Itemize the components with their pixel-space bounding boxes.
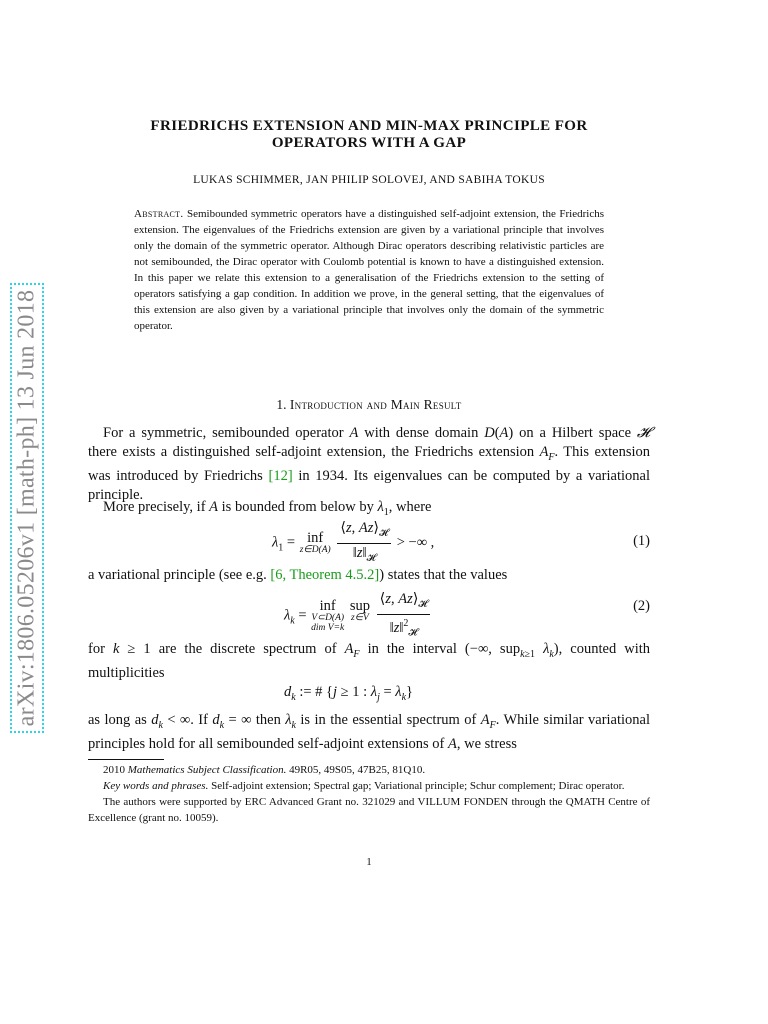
footnote-msc [88, 762, 650, 778]
abstract-text: Semibounded symmetric operators have a distinguished self-adjoint extension, the Friedrichs extension. The eigenvalues of the Friedrichs extension are given by a variational principle that involves only the domain of the symmetric operator. Although Dirac operators describing relativistic particles are not semibounded, the Dirac operator with Coulomb potential is known to have a distinguished extension. In this paper we relate this extension to a generalisation of the Friedrichs extension to the setting of operators satisfying a gap condition. In addition we prove, in the general setting, that the eigenvalues of this extension are also given by a variational principle that involves only the domain of the symmetric operator. [134, 208, 605, 332]
title-line-2: OPERATORS WITH A GAP [271, 135, 467, 151]
equation-3: $d_k$ := # {j ≥ 1 : $\lambda_j = \lambda_k$} [284, 684, 413, 703]
body-text: with dense domain [364, 425, 479, 441]
citation-link-12[interactable]: [12] [268, 467, 293, 484]
body-text: are the discrete spectrum of [158, 641, 337, 657]
intro-paragraph-3 [88, 566, 650, 585]
paper-title [88, 118, 650, 152]
footnote-funding: The authors were supported by ERC Advanced Grant no. 321029 and VILLUM FONDEN through the QMATH Centre of Excellence (grant no. 10059). [88, 796, 650, 824]
keywords-text: Self-adjoint extension; Spectral gap; Variational principle; Schur complement; Dirac operator. [211, 780, 625, 792]
section-title-text: Introduction and Main Result [289, 397, 462, 412]
abstract-heading: Abstract. [134, 208, 184, 220]
equation-2: $\lambda_k$ = inf V⊂D(A) dim V=k sup z∈V $\frac{⟨z, Az⟩_𝓗}{‖z‖^2_𝓗}$ [284, 590, 432, 643]
body-text: . If [190, 712, 208, 728]
arxiv-stamp[interactable] [10, 283, 44, 733]
body-text: , counted with multiplicities [88, 641, 650, 681]
body-text: . This extension was introduced by Friedrichs [88, 444, 651, 484]
author-list: LUKAS SCHIMMER, JAN PHILIP SOLOVEJ, AND SABIHA TOKUS [193, 174, 545, 186]
body-text: is bounded from below by [221, 499, 374, 515]
body-text: in the interval [367, 641, 457, 657]
body-text: . While similar variational principles hold for all semibounded self-adjoint extensions of [88, 712, 651, 752]
body-text: as long as [88, 712, 147, 728]
body-text: a variational principle (see e.g. [88, 567, 267, 583]
body-text: ) states that the values [379, 567, 508, 583]
abstract [134, 206, 604, 334]
title-line-1: FRIEDRICHS EXTENSION AND MIN-MAX PRINCIPLE FOR [150, 118, 588, 134]
footnote-rule [88, 759, 164, 760]
section-number: 1. [276, 397, 287, 412]
intro-paragraph-4: for k ≥ 1 are the discrete spectrum of $A_F$ in the interval (−∞, sup$_{k\ge 1}$ $\lambda_k$), counted with multiplicities [88, 641, 650, 681]
arxiv-identifier[interactable]: arXiv:1806.05206v1 [math-ph] 13 Jun 2018 [13, 289, 40, 727]
body-text: for [88, 641, 105, 657]
footnote-keywords [88, 778, 650, 794]
equation-number-2: (2) [633, 598, 650, 614]
section-heading [88, 397, 650, 413]
body-text: on a Hilbert space [519, 425, 632, 441]
page-number: 1 [366, 856, 372, 868]
msc-year: 2010 [103, 764, 125, 776]
body-text: there exists a distinguished self-adjoint extension, the Friedrichs extension [88, 444, 535, 460]
intro-paragraph-5: as long as $d_k$ < ∞. If $d_k$ = ∞ then $\lambda_k$ is in the essential spectrum of $A_F$. While similar variational principles hold for all semibounded self-adjoint extensions of A, we stress [88, 712, 651, 752]
body-text: More precisely, if [103, 499, 206, 515]
footnotes [88, 762, 650, 826]
body-text: is in the essential spectrum of [300, 712, 477, 728]
intro-paragraph-2: More precisely, if A is bounded from below by $\lambda_1$, where [103, 499, 432, 518]
body-text: , where [388, 499, 432, 515]
msc-codes: 49R05, 49S05, 47B25, 81Q10. [289, 764, 426, 776]
body-text: For a symmetric, semibounded operator [103, 425, 344, 441]
body-text: , we stress [456, 735, 517, 752]
equation-number-1: (1) [633, 533, 650, 549]
intro-paragraph-1: For a symmetric, semibounded operator A with dense domain D(A) on a Hilbert space 𝓗 there exists a distinguished self-adjoint extension, the Friedrichs extension $A_F$. This extension was introduced by Friedrichs [12] in 1934. Its eigenvalues can be computed by a variational principle. [88, 425, 651, 503]
equation-1: $\lambda_1$ = inf z∈D(A) $\frac{⟨z, Az⟩_𝓗}{‖z‖_𝓗}$ > −∞ , [272, 520, 435, 564]
body-text: then [255, 712, 281, 728]
keywords-label: Key words and phrases. [103, 780, 209, 792]
citation-link-6[interactable]: [6, Theorem 4.5.2] [270, 567, 380, 583]
body-text: in 1934. Its eigenvalues can be computed by a variational principle. [88, 467, 650, 503]
msc-label: Mathematics Subject Classification. [127, 764, 287, 776]
